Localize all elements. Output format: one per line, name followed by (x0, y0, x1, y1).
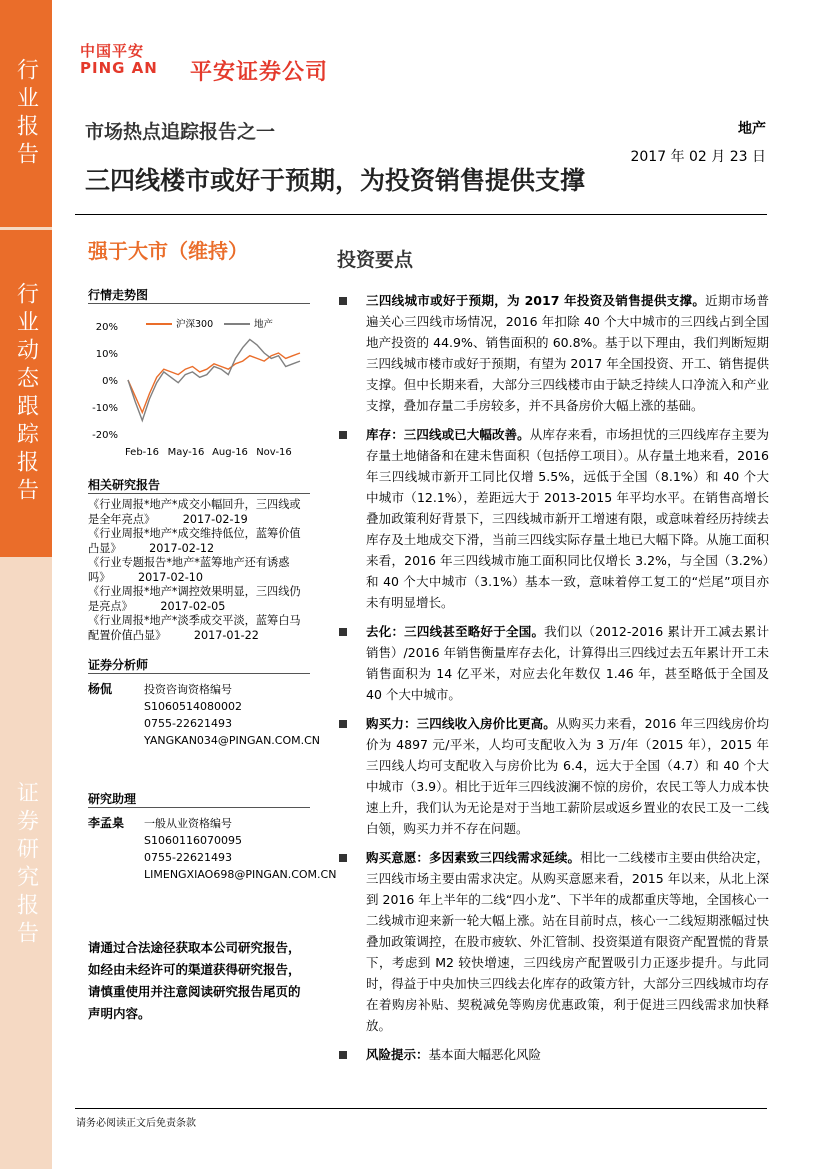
list-item[interactable] (88, 556, 310, 585)
keypoint-body: 从库存来看，市场担忧的三四线库存主要为存量土地储备和在建未售面积（包括停工项目）。从存量土地来看，2016 年三四线城市新开工同比仅增 5.5%，远低于全国（8.1%）和 40 个大中城市（12.1%），差距远大于 2013-2015 年平均水平。在销售高增长叠加政策利好背景下，三四线城市新开工增速有限，或意味着经历持续去库存及土地成交下滑，当前三四线实际存量土地已大幅下降。从施工面积来看，2016 年三四线城市施工面积同比仅增长 3.2%，与全国（3.2%）和 40 个大中城市（3.1%）基本一致，意味着停工复工的“烂尾”项目亦未有明显增长。 (366, 427, 769, 610)
report-date: 2017-02-19 (182, 512, 248, 526)
sidebar-label: 行业报告 (13, 57, 39, 170)
list-item[interactable] (88, 527, 310, 556)
keypoints-heading: 投资要点 (337, 249, 414, 271)
analyst-phone: 0755-22621493 (144, 717, 232, 730)
analyst-heading: 证券分析师 (88, 658, 149, 672)
keypoint-body: 近期市场普遍关心三四线市场情况，2016 年扣除 40 个大中城市的三四线占到全国地产投资的 44.9%、销售面积的 60.8%。基于以下理由，我们判断短期三四线城市楼市或好于预期，有望为 2017 年全国投资、开工、销售提供支撑。但中长期来看，大部分三四线楼市由于缺乏持续人口净流入和产业支撑，叠加存量二手房较多，并不具备房价大幅上涨的基础。 (366, 293, 769, 413)
y-tick-label: 0% (102, 376, 118, 387)
analyst-name: 杨侃 (88, 682, 113, 696)
y-tick-label: 20% (95, 322, 118, 333)
keypoint-body: 相比一二线楼市主要由供给决定，三四线市场主要由需求决定。从购买意愿来看，2015 年以来，从北上深到 2016 年上半年的二线“四小龙”、下半年的成都重庆等地，全国核心一二线城市迎来新一轮大幅上涨。站在目前时点，核心一二线短期涨幅过快叠加政策调控，在股市疲软、外汇管制、投资渠道有限资产配置慌的背景下，考虑到 M2 较快增速，三四线房产配置吸引力正逐步提升。与此同时，得益于中央加快三四线去化库存的政策方针，大部分三四线城市均存在着购房补贴、契税减免等购房优惠政策，利于促进三四线需求加快释放。 (366, 850, 769, 1033)
analyst-email[interactable]: YANGKAN034@PINGAN.COM.CN (144, 734, 321, 747)
report-title: 《行业周报*地产*调控效果明显，三四线仍是亮点》 (88, 585, 301, 613)
assistant-cert-id: S1060116070095 (144, 834, 242, 847)
sidebar-segment-report-kind (0, 230, 52, 557)
section-divider (88, 807, 310, 808)
list-item[interactable] (88, 585, 310, 614)
keypoint-item (337, 290, 769, 416)
keypoint-item (337, 1044, 769, 1065)
footer-divider (75, 1108, 767, 1109)
keypoint-heading: 风险提示： (366, 1047, 429, 1062)
logo-english: PING AN (80, 59, 158, 77)
sidebar (0, 0, 52, 1169)
report-title: 《行业周报*地产*成交维持低位，蓝筹价值凸显》 (88, 527, 301, 555)
sidebar-segment-report-type (0, 0, 52, 227)
list-item[interactable] (88, 498, 310, 527)
analyst-cert-label: 投资咨询资格编号 (144, 683, 232, 696)
bullet-square-icon (339, 431, 347, 439)
company-name: 平安证券公司 (190, 60, 329, 85)
trend-heading: 行情走势图 (88, 288, 149, 302)
report-title: 《行业专题报告*地产*蓝筹地产还有诱惑吗》 (88, 556, 290, 584)
bullet-square-icon (339, 297, 347, 305)
section-divider (88, 673, 310, 674)
keypoint-item (337, 424, 769, 613)
sidebar-label: 证券研究报告 (13, 780, 39, 949)
keypoint-heading: 购买力：三四线收入房价比更高。 (366, 716, 556, 731)
y-tick-label: 10% (95, 349, 118, 360)
report-date: 2017-02-10 (137, 570, 203, 584)
footer-disclaimer: 请务必阅读正文后免责条款 (76, 1118, 196, 1129)
y-tick-label: -20% (92, 430, 118, 441)
x-tick-label: Nov-16 (256, 447, 292, 458)
analyst-cert-id: S1060514080002 (144, 700, 242, 713)
keypoint-heading: 去化：三四线甚至略好于全国。 (366, 624, 545, 639)
y-tick-label: -10% (92, 403, 118, 414)
bullet-square-icon (339, 628, 347, 636)
keypoint-item (337, 847, 769, 1036)
header-divider (75, 214, 767, 215)
keypoint-heading: 库存：三四线或已大幅改善。 (366, 427, 530, 442)
sidebar-label: 行业动态跟踪报告 (13, 281, 39, 506)
page-title: 三四线楼市或好于预期，为投资销售提供支撑 (85, 166, 586, 195)
section-divider (88, 303, 310, 304)
trend-line-chart (88, 312, 310, 462)
series-line (128, 353, 300, 412)
keypoint-body: 基本面大幅恶化风险 (428, 1047, 542, 1062)
report-series: 市场热点追踪报告之一 (85, 121, 276, 143)
keypoint-body: 从购买力来看，2016 年三四线房价均价为 4897 元/平米，人均可支配收入为 3 万/年（2015 年），2015 年三四线人均可支配收入与房价比为 6.4，远大于全国（4.7）和 40 个大中城市（3.9）。相比于近年三四线波澜不惊的房价，农民工等人力成本快速上升，我们认为无论是对于当地工薪阶层或返乡置业的农民工及一二线白领，购买力并不存在问题。 (366, 716, 769, 836)
x-tick-label: Aug-16 (212, 447, 248, 458)
section-divider (88, 493, 310, 494)
keypoints-list (337, 290, 769, 1073)
report-date: 2017-02-12 (149, 541, 215, 555)
pingan-logo (80, 40, 158, 77)
series-line (128, 340, 300, 421)
x-tick-label: May-16 (167, 447, 205, 458)
rating-label: 强于大市（维持） (88, 239, 248, 263)
report-date: 2017-02-05 (160, 599, 226, 613)
analyst-card (88, 681, 321, 751)
bullet-square-icon (339, 854, 347, 862)
logo-chinese: 中国平安 (80, 42, 145, 60)
legend-label: 沪深300 (176, 319, 214, 330)
assistant-email[interactable]: LIMENGXIAO698@PINGAN.COM.CN (144, 868, 337, 881)
assistant-phone: 0755-22621493 (144, 851, 232, 864)
report-title: 《行业周报*地产*成交小幅回升，三四线或是全年亮点》 (88, 498, 301, 526)
keypoint-heading: 三四线城市或好于预期，为 2017 年投资及销售提供支撑。 (366, 293, 706, 308)
bullet-square-icon (339, 720, 347, 728)
legend-label: 地产 (254, 319, 274, 330)
assistant-heading: 研究助理 (88, 792, 137, 806)
sidebar-segment-research (0, 560, 52, 1169)
x-tick-label: Feb-16 (124, 447, 160, 458)
report-date: 2017-01-22 (193, 628, 259, 642)
keypoint-heading: 购买意愿：多因素致三四线需求延续。 (366, 850, 581, 865)
disclaimer-text: 请通过合法途径获取本公司研究报告，如经由未经许可的渠道获得研究报告，请慎重使用并注意阅读研究报告尾页的声明内容。 (88, 940, 301, 1021)
assistant-cert-label: 一般从业资格编号 (144, 817, 232, 830)
bullet-square-icon (339, 1051, 347, 1059)
assistant-card (88, 815, 337, 885)
keypoint-item (337, 713, 769, 839)
list-item[interactable] (88, 614, 310, 643)
related-heading: 相关研究报告 (88, 478, 161, 492)
report-title: 《行业周报*地产*淡季成交平淡，蓝筹白马配置价值凸显》 (88, 614, 301, 642)
industry-label: 地产 (738, 121, 766, 137)
keypoint-item (337, 621, 769, 705)
related-reports-list (88, 498, 310, 643)
keypoint-body: 我们以（2012-2016 累计开工减去累计销售）/2016 年销售衡量库存去化，计算得出三四线过去五年累计开工未销售面积为 14 亿平米，对应去化年数仅 1.46 年，甚至略低于全国及 40 个大中城市。 (366, 624, 769, 702)
assistant-name: 李孟臬 (88, 816, 125, 830)
report-date: 2017 年 02 月 23 日 (630, 149, 766, 165)
